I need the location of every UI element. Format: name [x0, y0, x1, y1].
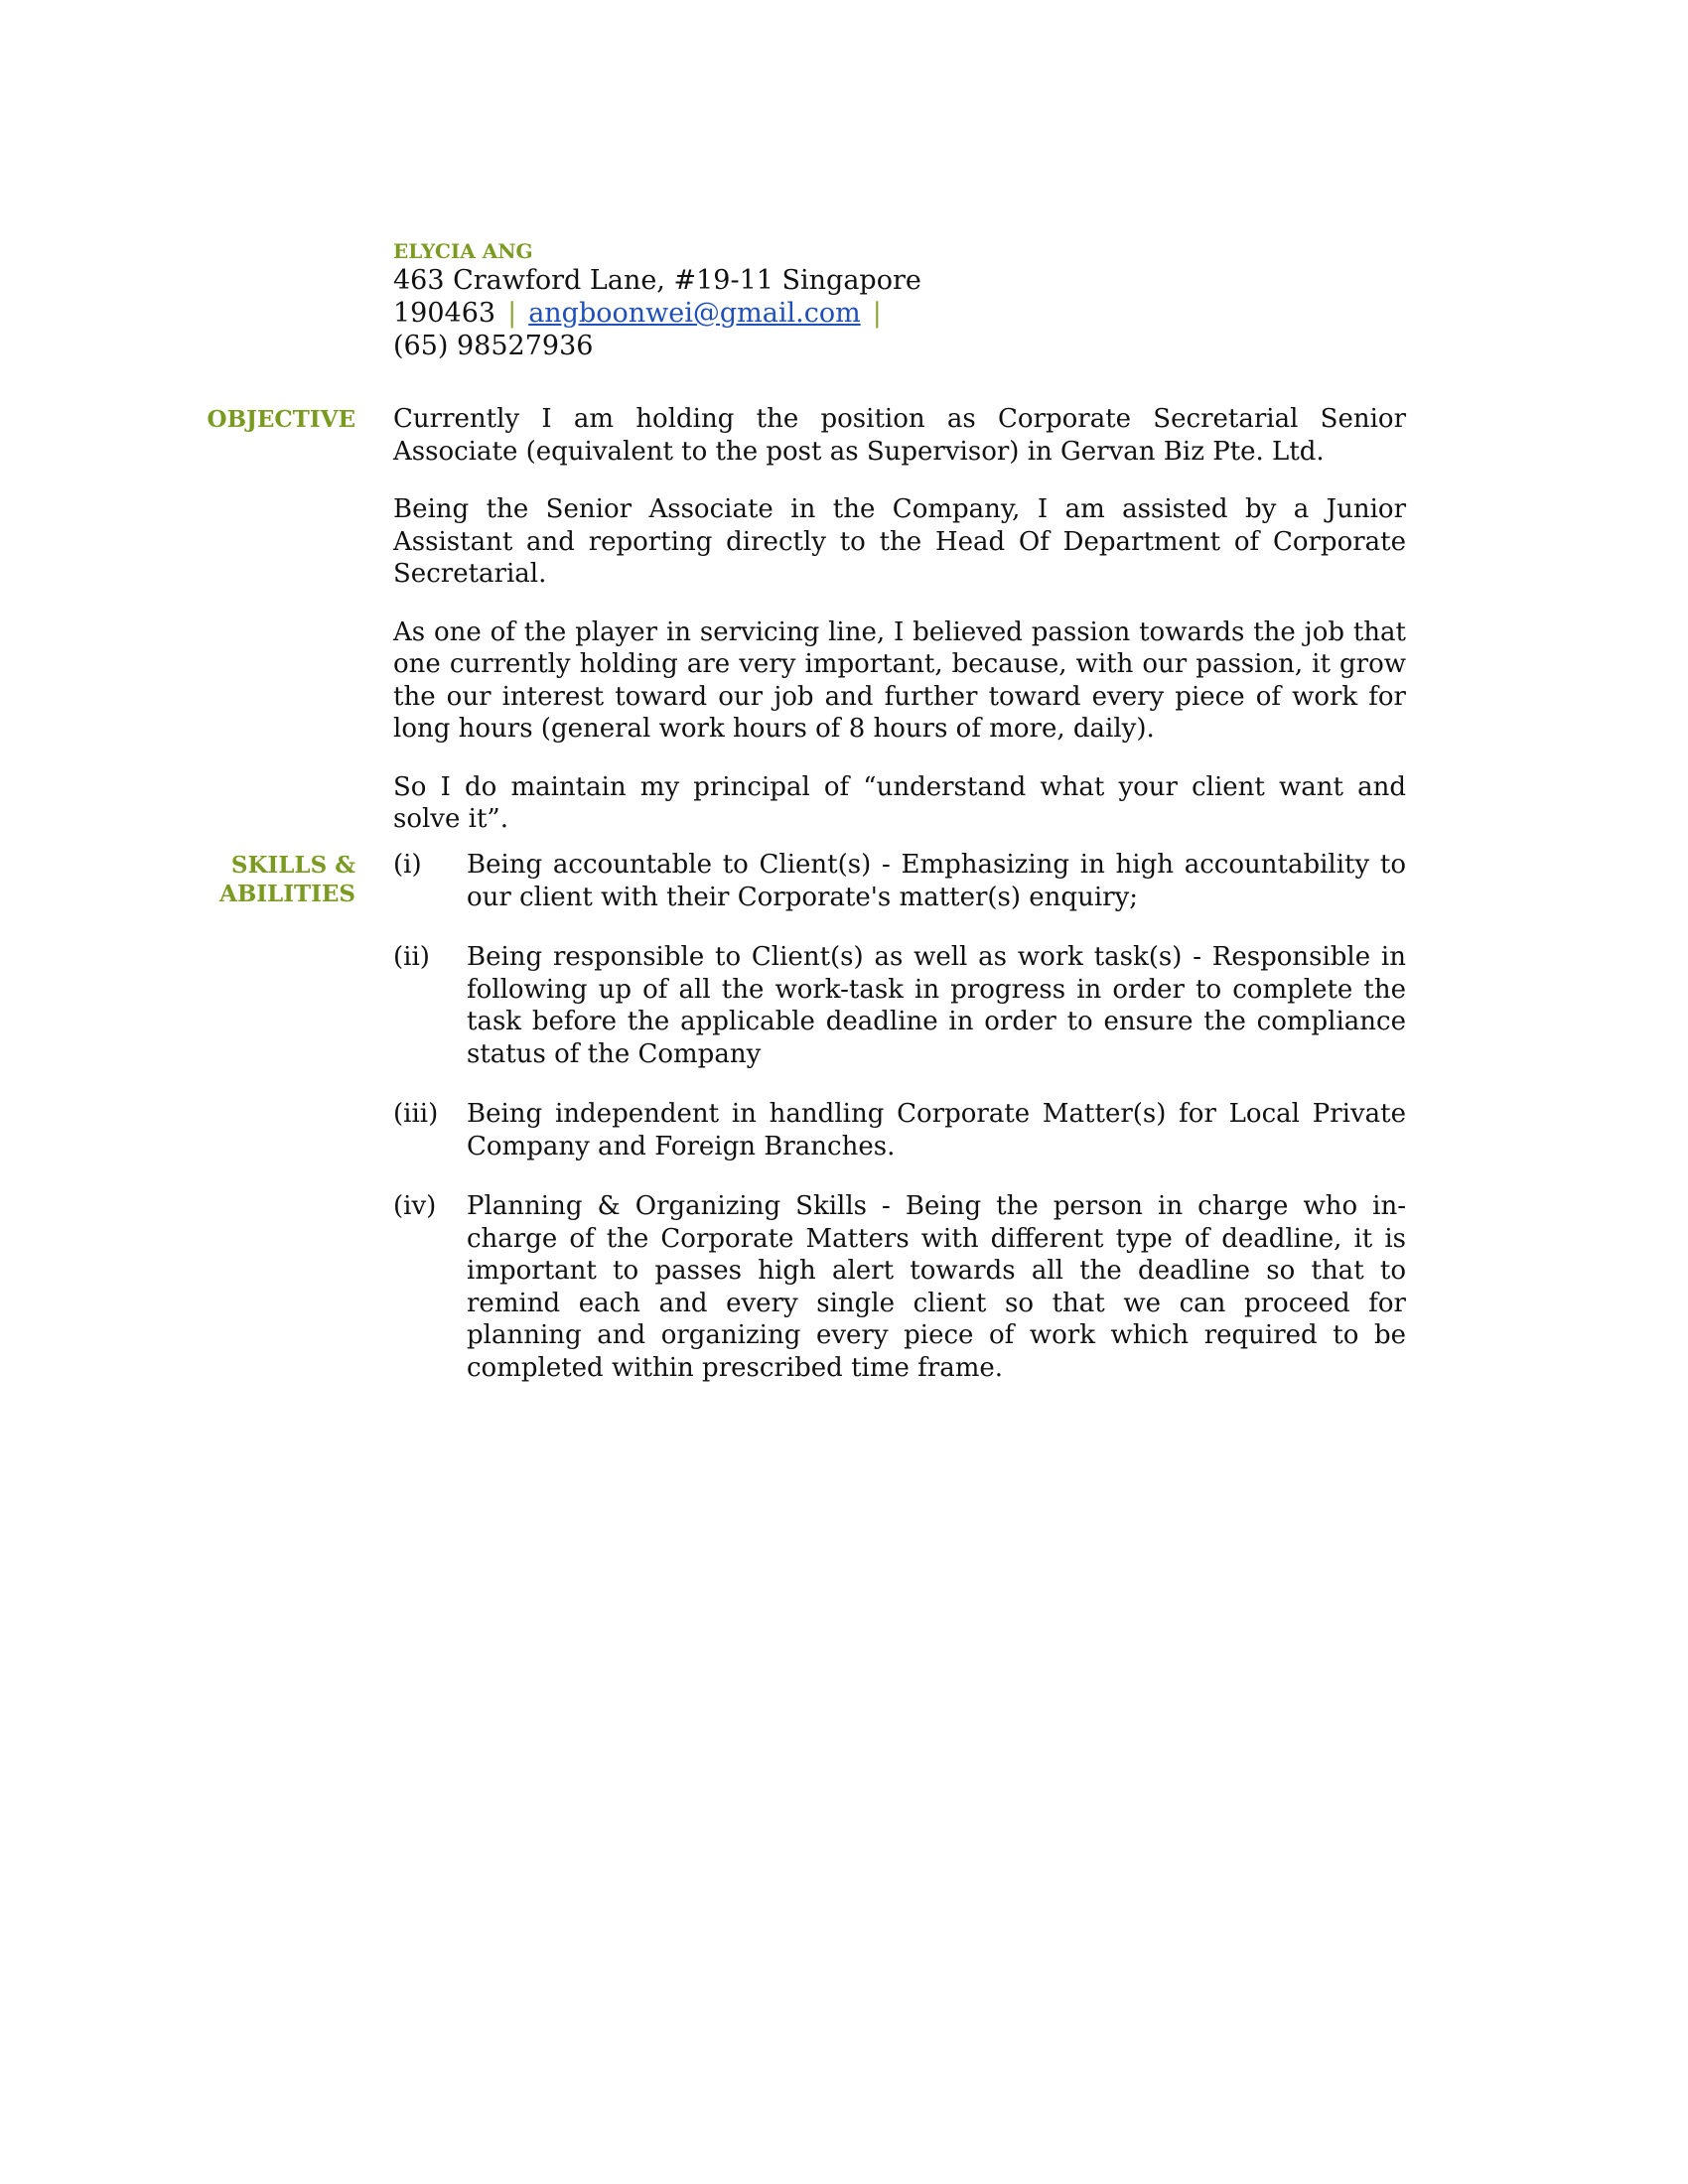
skill-item: [393, 1098, 1406, 1162]
email-link[interactable]: angboonwei@gmail.com: [528, 298, 861, 329]
skill-item: [393, 1190, 1406, 1384]
objective-paragraph: Currently I am holding the position as Corporate Secretarial Senior Associate (equivalent to the post as Supervisor) in Gervan Biz Pte. Ltd.: [393, 404, 1406, 467]
contact-line: [393, 264, 1406, 330]
skills-label-line1: SKILLS &: [230, 852, 355, 879]
skills-label-line2: ABILITIES: [219, 881, 355, 907]
skills-label: [157, 851, 355, 908]
skill-numeral: (ii): [393, 942, 430, 972]
skill-text: Planning & Organizing Skills - Being the person in charge who in-charge of the Corporate Matters with different type of deadline, it is important to passes high alert towards all the deadline so that to remind each and every single client so that we can proceed for planning and organizing every piece of work which required to be completed within prescribed time frame.: [467, 1191, 1406, 1383]
skills-list: [393, 849, 1406, 1412]
skill-item: [393, 941, 1406, 1070]
phone: (65) 98527936: [393, 331, 594, 361]
separator: |: [507, 298, 517, 329]
skill-text: Being responsible to Client(s) as well as work task(s) - Responsible in following up of all the work-task in progress in order to complete the task before the applicable deadline in order to ensure the compliance status of the Company: [467, 942, 1406, 1069]
skill-numeral: (i): [393, 850, 422, 880]
skill-text: Being independent in handling Corporate Matter(s) for Local Private Company and Foreign Branches.: [467, 1099, 1406, 1161]
skill-numeral: (iii): [393, 1099, 439, 1129]
skill-item: [393, 849, 1406, 913]
separator: |: [872, 298, 882, 329]
objective-paragraph: Being the Senior Associate in the Company, I am assisted by a Junior Assistant and reporting directly to the Head Of Department of Corporate Secretarial.: [393, 494, 1406, 589]
skill-numeral: (iv): [393, 1191, 437, 1221]
objective-label: OBJECTIVE: [207, 406, 355, 433]
resume-header: [393, 238, 1406, 362]
candidate-name: ELYCIA ANG: [393, 239, 533, 263]
objective-paragraph: So I do maintain my principal of “understand what your client want and solve it”.: [393, 771, 1406, 834]
objective-paragraph: As one of the player in servicing line, I believed passion towards the job that one currently holding are very important, because, with our passion, it grow the our interest toward our job and further toward every piece of work for long hours (general work hours of 8 hours of more, daily).: [393, 616, 1406, 744]
objective-body: [393, 403, 1406, 862]
address: 463 Crawford Lane, #19-11 Singapore 190463: [393, 265, 921, 329]
skill-text: Being accountable to Client(s) - Emphasizing in high accountability to our client with their Corporate's matter(s) enquiry;: [467, 850, 1406, 912]
